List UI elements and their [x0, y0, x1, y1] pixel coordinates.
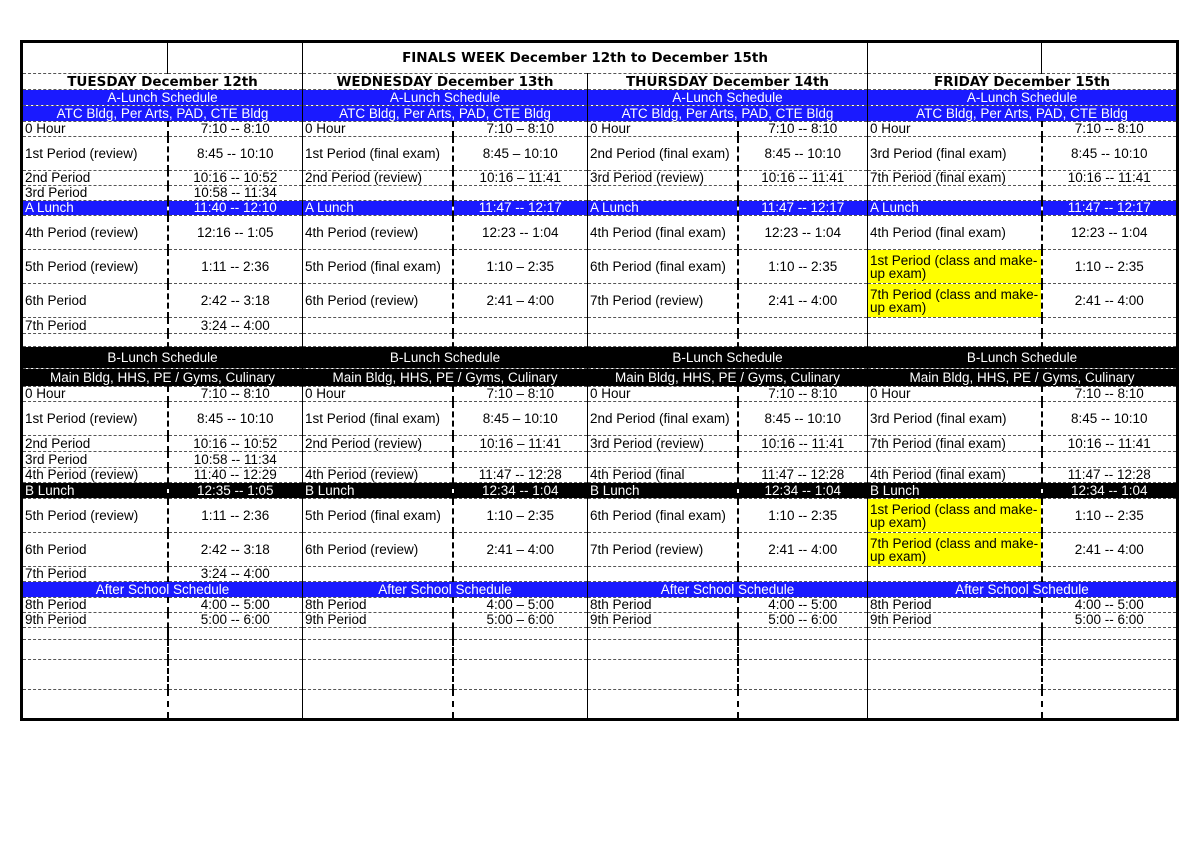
- period-name: 4th Period (review): [22, 468, 168, 483]
- period-name: 5th Period (review): [22, 499, 168, 533]
- period-time: 8:45 – 10:10: [453, 137, 588, 171]
- empty-row: [22, 660, 1178, 690]
- period-time: 4:00 -- 5:00: [1042, 598, 1178, 613]
- period-name: 8th Period: [868, 598, 1042, 613]
- period-row: [22, 122, 1178, 137]
- period-time: 2:41 -- 4:00: [1042, 284, 1178, 318]
- empty-cell: [303, 628, 453, 640]
- after-school-title-row: [22, 582, 1178, 598]
- empty-cell: [453, 690, 588, 720]
- period-time: 7:10 -- 8:10: [1042, 387, 1178, 402]
- empty-cell: [738, 628, 868, 640]
- empty-cell: [868, 690, 1042, 720]
- period-time: [453, 186, 588, 201]
- b-lunch-buildings: Main Bldg, HHS, PE / Gyms, Culinary: [868, 369, 1178, 387]
- a-lunch-buildings: ATC Bldg, Per Arts, PAD, CTE Bldg: [303, 106, 588, 122]
- period-time: [453, 567, 588, 582]
- period-time: 10:58 -- 11:34: [168, 186, 303, 201]
- period-time: 5:00 -- 6:00: [168, 613, 303, 628]
- period-time: 5:00 – 6:00: [453, 613, 588, 628]
- after-school-title: After School Schedule: [22, 582, 303, 598]
- period-name: 4th Period (review): [22, 216, 168, 250]
- title-row: [22, 42, 1178, 74]
- empty-cell: [1042, 640, 1178, 660]
- period-name: [303, 334, 453, 347]
- lunch-label: A Lunch: [588, 201, 738, 216]
- period-row: [22, 468, 1178, 483]
- lunch-label: B Lunch: [868, 483, 1042, 499]
- empty-row: [22, 640, 1178, 660]
- a-lunch-buildings: ATC Bldg, Per Arts, PAD, CTE Bldg: [588, 106, 868, 122]
- period-time: 1:10 -- 2:35: [738, 250, 868, 284]
- period-name: 6th Period (final exam): [588, 250, 738, 284]
- period-name: 2nd Period: [22, 436, 168, 452]
- period-row: [22, 499, 1178, 533]
- b-lunch-schedule-title: B-Lunch Schedule: [22, 347, 303, 369]
- period-time: 7:10 -- 8:10: [738, 387, 868, 402]
- period-name: 6th Period: [22, 284, 168, 318]
- period-time: 2:41 – 4:00: [453, 284, 588, 318]
- period-time: 12:16 -- 1:05: [168, 216, 303, 250]
- a-lunch-schedule-title: A-Lunch Schedule: [22, 90, 303, 106]
- period-name: 1st Period (review): [22, 402, 168, 436]
- empty-cell: [453, 640, 588, 660]
- period-name: [868, 567, 1042, 582]
- title-blank-cell: [1042, 42, 1178, 74]
- period-name: 3rd Period: [22, 186, 168, 201]
- period-name: 7th Period (class and make-up exam): [868, 533, 1042, 567]
- period-name: 4th Period (final exam): [588, 216, 738, 250]
- period-time: [453, 452, 588, 468]
- period-time: 8:45 -- 10:10: [168, 137, 303, 171]
- period-time: 11:47 -- 12:28: [738, 468, 868, 483]
- empty-cell: [303, 640, 453, 660]
- period-time: 8:45 -- 10:10: [1042, 137, 1178, 171]
- period-name: [868, 318, 1042, 334]
- lunch-label: B Lunch: [588, 483, 738, 499]
- period-name: 9th Period: [868, 613, 1042, 628]
- period-time: 1:10 – 2:35: [453, 499, 588, 533]
- period-time: 2:42 -- 3:18: [168, 284, 303, 318]
- period-time: 10:58 -- 11:34: [168, 452, 303, 468]
- period-name: 3rd Period: [22, 452, 168, 468]
- period-name: [303, 318, 453, 334]
- lunch-label: B Lunch: [22, 483, 168, 499]
- period-time: 4:00 -- 5:00: [168, 598, 303, 613]
- empty-cell: [453, 660, 588, 690]
- lunch-time: 11:47 -- 12:17: [453, 201, 588, 216]
- period-time: [738, 452, 868, 468]
- lunch-time: 12:34 -- 1:04: [1042, 483, 1178, 499]
- period-time: 8:45 -- 10:10: [1042, 402, 1178, 436]
- period-time: 8:45 – 10:10: [453, 402, 588, 436]
- period-time: 10:16 – 11:41: [453, 171, 588, 186]
- a-lunch-header-row: [22, 90, 1178, 106]
- period-row: [22, 452, 1178, 468]
- period-name: 8th Period: [588, 598, 738, 613]
- period-name: 9th Period: [22, 613, 168, 628]
- period-name: 0 Hour: [588, 122, 738, 137]
- lunch-row: [22, 483, 1178, 499]
- period-row: [22, 613, 1178, 628]
- period-name: [588, 318, 738, 334]
- period-time: 1:10 – 2:35: [453, 250, 588, 284]
- period-row: [22, 598, 1178, 613]
- period-row: [22, 250, 1178, 284]
- after-school-title: After School Schedule: [303, 582, 588, 598]
- period-time: 7:10 -- 8:10: [168, 122, 303, 137]
- period-name: 7th Period (review): [588, 533, 738, 567]
- period-name: 2nd Period: [22, 171, 168, 186]
- period-name: 0 Hour: [22, 122, 168, 137]
- period-name: 2nd Period (review): [303, 436, 453, 452]
- period-row: [22, 567, 1178, 582]
- period-name: [588, 186, 738, 201]
- title-blank-cell: [168, 42, 303, 74]
- b-lunch-schedule-title: B-Lunch Schedule: [868, 347, 1178, 369]
- period-time: 7:10 – 8:10: [453, 387, 588, 402]
- lunch-time: 11:47 -- 12:17: [1042, 201, 1178, 216]
- period-time: 10:16 -- 10:52: [168, 171, 303, 186]
- b-lunch-header-row: [22, 347, 1178, 369]
- period-time: 3:24 -- 4:00: [168, 567, 303, 582]
- period-time: 1:10 -- 2:35: [738, 499, 868, 533]
- period-name: 7th Period (final exam): [868, 436, 1042, 452]
- empty-cell: [738, 640, 868, 660]
- b-lunch-schedule-title: B-Lunch Schedule: [303, 347, 588, 369]
- empty-cell: [168, 628, 303, 640]
- empty-cell: [168, 640, 303, 660]
- period-time: 7:10 – 8:10: [453, 122, 588, 137]
- period-name: 8th Period: [303, 598, 453, 613]
- period-name: 4th Period (final exam): [868, 216, 1042, 250]
- b-lunch-buildings: Main Bldg, HHS, PE / Gyms, Culinary: [22, 369, 303, 387]
- lunch-label: A Lunch: [868, 201, 1042, 216]
- period-row: [22, 137, 1178, 171]
- period-row: [22, 533, 1178, 567]
- period-time: [1042, 318, 1178, 334]
- period-name: 1st Period (class and make-up exam): [868, 499, 1042, 533]
- period-name: [588, 334, 738, 347]
- lunch-time: 11:40 -- 12:10: [168, 201, 303, 216]
- period-name: 0 Hour: [303, 122, 453, 137]
- period-time: [453, 318, 588, 334]
- period-time: 11:40 -- 12:29: [168, 468, 303, 483]
- period-name: 0 Hour: [303, 387, 453, 402]
- lunch-label: A Lunch: [22, 201, 168, 216]
- period-name: 3rd Period (review): [588, 436, 738, 452]
- period-name: [868, 186, 1042, 201]
- period-time: 12:23 -- 1:04: [1042, 216, 1178, 250]
- period-name: 7th Period (final exam): [868, 171, 1042, 186]
- period-time: 8:45 -- 10:10: [738, 137, 868, 171]
- empty-cell: [22, 628, 168, 640]
- period-time: 10:16 – 11:41: [453, 436, 588, 452]
- b-lunch-buildings-row: [22, 369, 1178, 387]
- empty-cell: [588, 640, 738, 660]
- after-school-title: After School Schedule: [588, 582, 868, 598]
- period-row: [22, 216, 1178, 250]
- empty-cell: [1042, 660, 1178, 690]
- period-time: 1:11 -- 2:36: [168, 250, 303, 284]
- period-name: [22, 334, 168, 347]
- period-name: [303, 452, 453, 468]
- period-name: 5th Period (final exam): [303, 250, 453, 284]
- period-time: 5:00 -- 6:00: [1042, 613, 1178, 628]
- period-time: 2:41 -- 4:00: [738, 284, 868, 318]
- period-time: 7:10 -- 8:10: [738, 122, 868, 137]
- lunch-label: A Lunch: [303, 201, 453, 216]
- period-name: [303, 186, 453, 201]
- period-time: 12:23 -- 1:04: [738, 216, 868, 250]
- period-name: 3rd Period (review): [588, 171, 738, 186]
- period-row: [22, 334, 1178, 347]
- period-time: 11:47 -- 12:28: [453, 468, 588, 483]
- period-name: 4th Period (review): [303, 468, 453, 483]
- period-name: 6th Period: [22, 533, 168, 567]
- empty-cell: [168, 690, 303, 720]
- period-row: [22, 171, 1178, 186]
- empty-cell: [22, 690, 168, 720]
- period-time: 10:16 -- 11:41: [1042, 436, 1178, 452]
- period-time: 1:10 -- 2:35: [1042, 250, 1178, 284]
- period-name: 5th Period (final exam): [303, 499, 453, 533]
- empty-cell: [303, 660, 453, 690]
- period-time: 10:16 -- 11:41: [738, 171, 868, 186]
- a-lunch-schedule-title: A-Lunch Schedule: [588, 90, 868, 106]
- a-lunch-buildings-row: [22, 106, 1178, 122]
- empty-cell: [588, 628, 738, 640]
- period-name: 4th Period (final: [588, 468, 738, 483]
- period-time: 11:47 -- 12:28: [1042, 468, 1178, 483]
- period-name: 2nd Period (final exam): [588, 137, 738, 171]
- period-row: [22, 186, 1178, 201]
- empty-cell: [738, 660, 868, 690]
- period-name: 0 Hour: [588, 387, 738, 402]
- period-time: [1042, 186, 1178, 201]
- empty-row: [22, 690, 1178, 720]
- period-name: 9th Period: [303, 613, 453, 628]
- period-name: 1st Period (class and make-up exam): [868, 250, 1042, 284]
- a-lunch-schedule-title: A-Lunch Schedule: [868, 90, 1178, 106]
- title-blank-cell: [22, 42, 168, 74]
- period-time: 7:10 -- 8:10: [168, 387, 303, 402]
- empty-cell: [1042, 690, 1178, 720]
- lunch-time: 11:47 -- 12:17: [738, 201, 868, 216]
- period-name: 1st Period (review): [22, 137, 168, 171]
- period-row: [22, 402, 1178, 436]
- period-time: 12:23 -- 1:04: [453, 216, 588, 250]
- period-time: [453, 334, 588, 347]
- period-time: 8:45 -- 10:10: [738, 402, 868, 436]
- finals-schedule-table: [20, 40, 1179, 721]
- period-name: 7th Period: [22, 318, 168, 334]
- period-name: 7th Period (review): [588, 284, 738, 318]
- period-time: [1042, 567, 1178, 582]
- title-blank-cell: [868, 42, 1042, 74]
- period-row: [22, 284, 1178, 318]
- period-name: 4th Period (final exam): [868, 468, 1042, 483]
- period-time: 1:10 -- 2:35: [1042, 499, 1178, 533]
- period-name: 0 Hour: [868, 122, 1042, 137]
- period-time: [738, 318, 868, 334]
- period-name: 6th Period (review): [303, 533, 453, 567]
- period-name: 5th Period (review): [22, 250, 168, 284]
- period-name: 4th Period (review): [303, 216, 453, 250]
- period-time: [168, 334, 303, 347]
- empty-cell: [868, 628, 1042, 640]
- period-name: [303, 567, 453, 582]
- period-time: 4:00 – 5:00: [453, 598, 588, 613]
- period-name: 0 Hour: [868, 387, 1042, 402]
- period-name: [588, 567, 738, 582]
- period-row: [22, 387, 1178, 402]
- empty-cell: [22, 660, 168, 690]
- empty-cell: [588, 660, 738, 690]
- period-name: 9th Period: [588, 613, 738, 628]
- period-name: [868, 452, 1042, 468]
- a-lunch-schedule-title: A-Lunch Schedule: [303, 90, 588, 106]
- b-lunch-schedule-title: B-Lunch Schedule: [588, 347, 868, 369]
- period-time: [1042, 334, 1178, 347]
- period-time: 4:00 -- 5:00: [738, 598, 868, 613]
- period-row: [22, 318, 1178, 334]
- period-time: [1042, 452, 1178, 468]
- period-name: 7th Period (class and make-up exam): [868, 284, 1042, 318]
- empty-cell: [22, 640, 168, 660]
- empty-cell: [868, 660, 1042, 690]
- day-header-tuesday: TUESDAY December 12th: [22, 74, 303, 90]
- period-time: 1:11 -- 2:36: [168, 499, 303, 533]
- period-time: [738, 567, 868, 582]
- period-time: 5:00 -- 6:00: [738, 613, 868, 628]
- empty-cell: [868, 640, 1042, 660]
- empty-cell: [1042, 628, 1178, 640]
- a-lunch-buildings: ATC Bldg, Per Arts, PAD, CTE Bldg: [22, 106, 303, 122]
- period-time: 2:41 -- 4:00: [738, 533, 868, 567]
- period-time: 10:16 -- 11:41: [738, 436, 868, 452]
- period-time: 2:41 – 4:00: [453, 533, 588, 567]
- period-name: 7th Period: [22, 567, 168, 582]
- period-row: [22, 436, 1178, 452]
- period-name: 1st Period (final exam): [303, 402, 453, 436]
- day-header-thursday: THURSDAY December 14th: [588, 74, 868, 90]
- period-time: 10:16 -- 11:41: [1042, 171, 1178, 186]
- page-title: FINALS WEEK December 12th to December 15th: [303, 42, 868, 74]
- period-time: 7:10 -- 8:10: [1042, 122, 1178, 137]
- lunch-label: B Lunch: [303, 483, 453, 499]
- after-school-title: After School Schedule: [868, 582, 1178, 598]
- period-time: 8:45 -- 10:10: [168, 402, 303, 436]
- lunch-time: 12:35 -- 1:05: [168, 483, 303, 499]
- empty-cell: [588, 690, 738, 720]
- period-name: 6th Period (final exam): [588, 499, 738, 533]
- empty-cell: [303, 690, 453, 720]
- empty-row: [22, 628, 1178, 640]
- period-name: 1st Period (final exam): [303, 137, 453, 171]
- lunch-time: 12:34 -- 1:04: [453, 483, 588, 499]
- period-name: 6th Period (review): [303, 284, 453, 318]
- b-lunch-buildings: Main Bldg, HHS, PE / Gyms, Culinary: [303, 369, 588, 387]
- day-header-row: [22, 74, 1178, 90]
- period-name: 3rd Period (final exam): [868, 137, 1042, 171]
- period-name: 0 Hour: [22, 387, 168, 402]
- period-time: 10:16 -- 10:52: [168, 436, 303, 452]
- period-name: 2nd Period (final exam): [588, 402, 738, 436]
- period-time: 3:24 -- 4:00: [168, 318, 303, 334]
- period-name: [868, 334, 1042, 347]
- lunch-row: [22, 201, 1178, 216]
- a-lunch-buildings: ATC Bldg, Per Arts, PAD, CTE Bldg: [868, 106, 1178, 122]
- period-time: [738, 186, 868, 201]
- day-header-friday: FRIDAY December 15th: [868, 74, 1178, 90]
- lunch-time: 12:34 -- 1:04: [738, 483, 868, 499]
- empty-cell: [738, 690, 868, 720]
- period-time: [738, 334, 868, 347]
- period-time: 2:42 -- 3:18: [168, 533, 303, 567]
- empty-cell: [168, 660, 303, 690]
- period-name: [588, 452, 738, 468]
- period-name: 8th Period: [22, 598, 168, 613]
- period-name: 3rd Period (final exam): [868, 402, 1042, 436]
- period-name: 2nd Period (review): [303, 171, 453, 186]
- b-lunch-buildings: Main Bldg, HHS, PE / Gyms, Culinary: [588, 369, 868, 387]
- empty-cell: [453, 628, 588, 640]
- day-header-wednesday: WEDNESDAY December 13th: [303, 74, 588, 90]
- period-time: 2:41 -- 4:00: [1042, 533, 1178, 567]
